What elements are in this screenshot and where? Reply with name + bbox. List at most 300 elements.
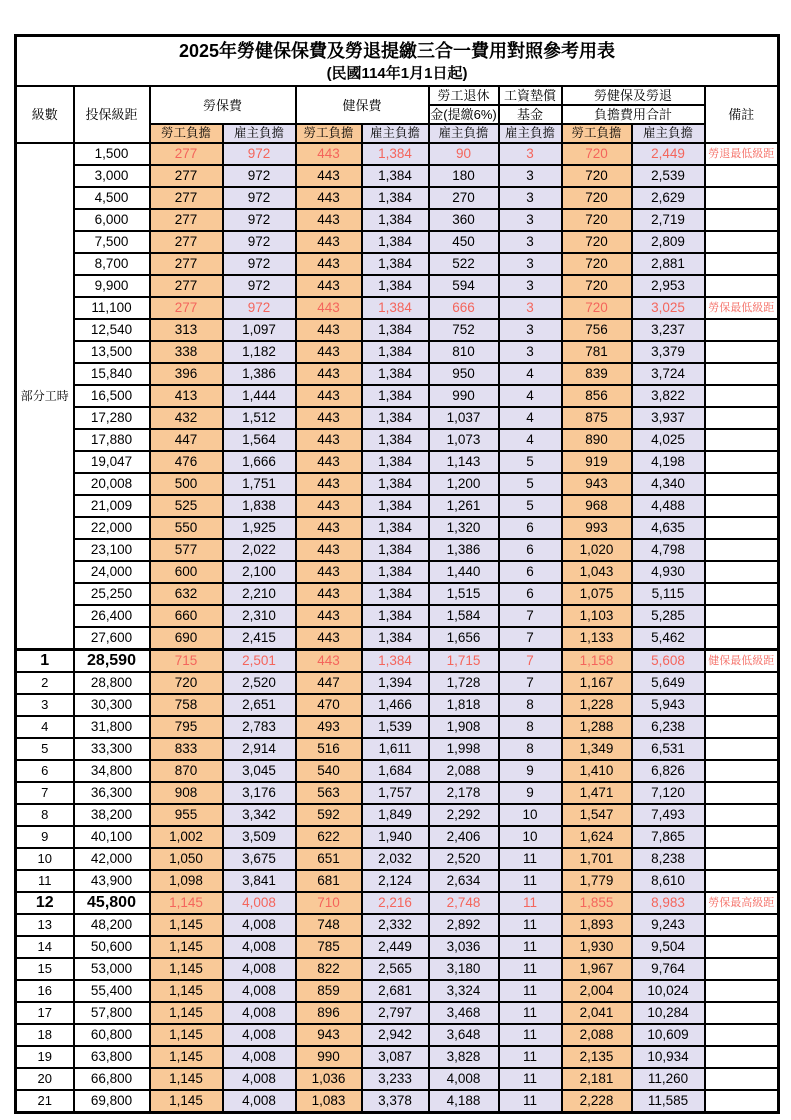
pension-employer-cell: 2,292 xyxy=(429,804,499,826)
bracket-cell: 43,900 xyxy=(74,870,150,892)
health-employee-cell: 563 xyxy=(296,782,362,804)
labor-employer-cell: 1,925 xyxy=(223,517,296,539)
pension-employer-cell: 3,324 xyxy=(429,980,499,1002)
health-employee-cell: 443 xyxy=(296,561,362,583)
labor-employee-cell: 1,050 xyxy=(150,848,223,870)
pension-employer-cell: 1,320 xyxy=(429,517,499,539)
total-employer-cell: 11,585 xyxy=(632,1090,705,1113)
wage-fund-employer-cell: 11 xyxy=(499,1046,562,1068)
labor-employee-cell: 720 xyxy=(150,672,223,694)
table-row xyxy=(16,341,779,363)
total-employer-cell: 2,953 xyxy=(632,275,705,297)
health-employee-cell: 493 xyxy=(296,716,362,738)
remark-cell xyxy=(705,495,779,517)
labor-employee-cell: 833 xyxy=(150,738,223,760)
labor-employer-cell: 4,008 xyxy=(223,892,296,914)
level-cell: 12 xyxy=(16,892,74,914)
health-employer-cell: 1,384 xyxy=(362,561,429,583)
total-employee-cell: 993 xyxy=(562,517,632,539)
health-employer-cell: 1,384 xyxy=(362,650,429,673)
wage-fund-employer-cell: 8 xyxy=(499,738,562,760)
total-employee-cell: 720 xyxy=(562,165,632,187)
wage-fund-employer-cell: 6 xyxy=(499,539,562,561)
col-header-level: 級數 xyxy=(16,86,74,143)
wage-fund-employer-cell: 9 xyxy=(499,782,562,804)
total-employee-cell: 2,135 xyxy=(562,1046,632,1068)
level-cell: 18 xyxy=(16,1024,74,1046)
col-header-health-insurance: 健保費 xyxy=(296,86,429,124)
total-employer-cell: 7,493 xyxy=(632,804,705,826)
total-employer-cell: 9,243 xyxy=(632,914,705,936)
total-employer-cell: 9,764 xyxy=(632,958,705,980)
remark-cell xyxy=(705,1024,779,1046)
bracket-cell: 22,000 xyxy=(74,517,150,539)
table-row xyxy=(16,517,779,539)
health-employee-cell: 592 xyxy=(296,804,362,826)
wage-fund-employer-cell: 11 xyxy=(499,1024,562,1046)
subheader-labor-employer: 雇主負擔 xyxy=(223,124,296,143)
bracket-cell: 50,600 xyxy=(74,936,150,958)
labor-employee-cell: 715 xyxy=(150,650,223,673)
table-row xyxy=(16,297,779,319)
labor-employee-cell: 277 xyxy=(150,165,223,187)
col-header-wage-fund-line2: 基金 xyxy=(499,105,562,124)
wage-fund-employer-cell: 11 xyxy=(499,848,562,870)
pension-employer-cell: 450 xyxy=(429,231,499,253)
total-employer-cell: 3,025 xyxy=(632,297,705,319)
bracket-cell: 69,800 xyxy=(74,1090,150,1113)
total-employer-cell: 4,198 xyxy=(632,451,705,473)
table-row xyxy=(16,650,779,673)
pension-employer-cell: 1,584 xyxy=(429,605,499,627)
premium-table xyxy=(14,34,780,1114)
labor-employee-cell: 413 xyxy=(150,385,223,407)
bracket-cell: 13,500 xyxy=(74,341,150,363)
remark-cell xyxy=(705,826,779,848)
level-cell: 20 xyxy=(16,1068,74,1090)
health-employer-cell: 2,797 xyxy=(362,1002,429,1024)
health-employer-cell: 1,384 xyxy=(362,209,429,231)
health-employee-cell: 443 xyxy=(296,605,362,627)
health-employer-cell: 1,384 xyxy=(362,385,429,407)
health-employee-cell: 443 xyxy=(296,297,362,319)
health-employer-cell: 1,384 xyxy=(362,319,429,341)
health-employer-cell: 1,384 xyxy=(362,297,429,319)
remark-cell xyxy=(705,451,779,473)
bracket-cell: 12,540 xyxy=(74,319,150,341)
remark-cell xyxy=(705,672,779,694)
level-cell: 9 xyxy=(16,826,74,848)
wage-fund-employer-cell: 3 xyxy=(499,253,562,275)
labor-employer-cell: 2,310 xyxy=(223,605,296,627)
subheader-labor-employee: 勞工負擔 xyxy=(150,124,223,143)
wage-fund-employer-cell: 11 xyxy=(499,914,562,936)
table-row xyxy=(16,429,779,451)
total-employee-cell: 839 xyxy=(562,363,632,385)
health-employee-cell: 1,036 xyxy=(296,1068,362,1090)
total-employee-cell: 2,004 xyxy=(562,980,632,1002)
wage-fund-employer-cell: 7 xyxy=(499,650,562,673)
total-employer-cell: 5,608 xyxy=(632,650,705,673)
total-employer-cell: 8,610 xyxy=(632,870,705,892)
health-employer-cell: 1,384 xyxy=(362,143,429,165)
total-employee-cell: 2,181 xyxy=(562,1068,632,1090)
labor-employee-cell: 660 xyxy=(150,605,223,627)
wage-fund-employer-cell: 4 xyxy=(499,407,562,429)
pension-employer-cell: 752 xyxy=(429,319,499,341)
pension-employer-cell: 90 xyxy=(429,143,499,165)
bracket-cell: 8,700 xyxy=(74,253,150,275)
bracket-cell: 25,250 xyxy=(74,583,150,605)
labor-employer-cell: 4,008 xyxy=(223,1002,296,1024)
wage-fund-employer-cell: 6 xyxy=(499,583,562,605)
health-employer-cell: 1,384 xyxy=(362,517,429,539)
health-employer-cell: 1,384 xyxy=(362,429,429,451)
health-employee-cell: 443 xyxy=(296,473,362,495)
health-employee-cell: 622 xyxy=(296,826,362,848)
health-employee-cell: 540 xyxy=(296,760,362,782)
health-employer-cell: 1,384 xyxy=(362,407,429,429)
total-employer-cell: 10,284 xyxy=(632,1002,705,1024)
health-employee-cell: 443 xyxy=(296,539,362,561)
total-employee-cell: 1,167 xyxy=(562,672,632,694)
total-employee-cell: 1,020 xyxy=(562,539,632,561)
total-employee-cell: 720 xyxy=(562,297,632,319)
col-header-remark: 備註 xyxy=(705,86,779,143)
bracket-cell: 19,047 xyxy=(74,451,150,473)
total-employer-cell: 10,934 xyxy=(632,1046,705,1068)
table-row xyxy=(16,627,779,650)
labor-employer-cell: 2,210 xyxy=(223,583,296,605)
table-row xyxy=(16,672,779,694)
total-employer-cell: 5,649 xyxy=(632,672,705,694)
labor-employee-cell: 1,145 xyxy=(150,980,223,1002)
wage-fund-employer-cell: 11 xyxy=(499,1090,562,1113)
total-employee-cell: 1,043 xyxy=(562,561,632,583)
bracket-cell: 45,800 xyxy=(74,892,150,914)
bracket-cell: 28,800 xyxy=(74,672,150,694)
remark-cell xyxy=(705,341,779,363)
labor-employee-cell: 1,145 xyxy=(150,958,223,980)
table-row xyxy=(16,782,779,804)
total-employee-cell: 1,133 xyxy=(562,627,632,650)
labor-employee-cell: 525 xyxy=(150,495,223,517)
health-employee-cell: 443 xyxy=(296,517,362,539)
labor-employer-cell: 2,415 xyxy=(223,627,296,650)
total-employer-cell: 6,826 xyxy=(632,760,705,782)
labor-employer-cell: 2,914 xyxy=(223,738,296,760)
table-row xyxy=(16,826,779,848)
remark-cell xyxy=(705,209,779,231)
labor-employer-cell: 4,008 xyxy=(223,980,296,1002)
labor-employee-cell: 1,145 xyxy=(150,1068,223,1090)
remark-cell: 勞退最低級距 xyxy=(705,143,779,165)
total-employer-cell: 10,609 xyxy=(632,1024,705,1046)
premium-reference-sheet xyxy=(14,34,780,1114)
labor-employee-cell: 1,098 xyxy=(150,870,223,892)
total-employee-cell: 1,893 xyxy=(562,914,632,936)
total-employee-cell: 968 xyxy=(562,495,632,517)
wage-fund-employer-cell: 5 xyxy=(499,495,562,517)
bracket-cell: 28,590 xyxy=(74,650,150,673)
total-employer-cell: 5,462 xyxy=(632,627,705,650)
labor-employee-cell: 1,145 xyxy=(150,936,223,958)
health-employer-cell: 1,757 xyxy=(362,782,429,804)
labor-employer-cell: 4,008 xyxy=(223,958,296,980)
labor-employer-cell: 2,783 xyxy=(223,716,296,738)
level-cell: 3 xyxy=(16,694,74,716)
labor-employee-cell: 277 xyxy=(150,297,223,319)
remark-cell xyxy=(705,385,779,407)
health-employee-cell: 443 xyxy=(296,407,362,429)
health-employer-cell: 1,384 xyxy=(362,495,429,517)
health-employee-cell: 785 xyxy=(296,936,362,958)
labor-employer-cell: 2,651 xyxy=(223,694,296,716)
labor-employer-cell: 2,100 xyxy=(223,561,296,583)
health-employee-cell: 470 xyxy=(296,694,362,716)
bracket-cell: 36,300 xyxy=(74,782,150,804)
labor-employee-cell: 1,145 xyxy=(150,1002,223,1024)
labor-employer-cell: 972 xyxy=(223,209,296,231)
total-employer-cell: 6,238 xyxy=(632,716,705,738)
subheader-total-employee: 勞工負擔 xyxy=(562,124,632,143)
remark-cell: 健保最低級距 xyxy=(705,650,779,673)
pension-employer-cell: 3,036 xyxy=(429,936,499,958)
labor-employer-cell: 3,342 xyxy=(223,804,296,826)
wage-fund-employer-cell: 3 xyxy=(499,209,562,231)
bracket-cell: 6,000 xyxy=(74,209,150,231)
total-employer-cell: 9,504 xyxy=(632,936,705,958)
remark-cell xyxy=(705,187,779,209)
pension-employer-cell: 2,892 xyxy=(429,914,499,936)
header-row-1 xyxy=(16,86,779,105)
labor-employee-cell: 758 xyxy=(150,694,223,716)
total-employee-cell: 1,158 xyxy=(562,650,632,673)
total-employer-cell: 3,237 xyxy=(632,319,705,341)
labor-employer-cell: 4,008 xyxy=(223,914,296,936)
health-employer-cell: 2,565 xyxy=(362,958,429,980)
table-row xyxy=(16,539,779,561)
pension-employer-cell: 2,634 xyxy=(429,870,499,892)
total-employee-cell: 890 xyxy=(562,429,632,451)
labor-employee-cell: 600 xyxy=(150,561,223,583)
health-employer-cell: 2,681 xyxy=(362,980,429,1002)
remark-cell xyxy=(705,1068,779,1090)
health-employee-cell: 443 xyxy=(296,429,362,451)
table-body xyxy=(16,143,779,1113)
bracket-cell: 57,800 xyxy=(74,1002,150,1024)
level-cell: 6 xyxy=(16,760,74,782)
labor-employee-cell: 338 xyxy=(150,341,223,363)
total-employer-cell: 8,983 xyxy=(632,892,705,914)
bracket-cell: 21,009 xyxy=(74,495,150,517)
wage-fund-employer-cell: 9 xyxy=(499,760,562,782)
health-employer-cell: 1,384 xyxy=(362,473,429,495)
labor-employer-cell: 1,751 xyxy=(223,473,296,495)
level-cell: 21 xyxy=(16,1090,74,1113)
total-employer-cell: 11,260 xyxy=(632,1068,705,1090)
subheader-health-employee: 勞工負擔 xyxy=(296,124,362,143)
health-employee-cell: 859 xyxy=(296,980,362,1002)
pension-employer-cell: 1,656 xyxy=(429,627,499,650)
total-employee-cell: 720 xyxy=(562,275,632,297)
health-employer-cell: 1,384 xyxy=(362,583,429,605)
table-row xyxy=(16,760,779,782)
labor-employee-cell: 632 xyxy=(150,583,223,605)
table-row xyxy=(16,275,779,297)
table-row xyxy=(16,870,779,892)
col-header-pension-line2: 金(提繳6%) xyxy=(430,107,497,122)
remark-cell xyxy=(705,253,779,275)
remark-cell xyxy=(705,407,779,429)
remark-cell xyxy=(705,1002,779,1024)
labor-employer-cell: 2,520 xyxy=(223,672,296,694)
labor-employer-cell: 4,008 xyxy=(223,1090,296,1113)
wage-fund-employer-cell: 5 xyxy=(499,473,562,495)
table-row xyxy=(16,738,779,760)
total-employee-cell: 1,288 xyxy=(562,716,632,738)
level-cell: 1 xyxy=(16,650,74,673)
labor-employee-cell: 577 xyxy=(150,539,223,561)
bracket-cell: 4,500 xyxy=(74,187,150,209)
table-row xyxy=(16,1046,779,1068)
labor-employee-cell: 277 xyxy=(150,209,223,231)
bracket-cell: 11,100 xyxy=(74,297,150,319)
table-row xyxy=(16,583,779,605)
total-employer-cell: 3,724 xyxy=(632,363,705,385)
labor-employee-cell: 870 xyxy=(150,760,223,782)
labor-employer-cell: 1,564 xyxy=(223,429,296,451)
labor-employee-cell: 550 xyxy=(150,517,223,539)
total-employee-cell: 943 xyxy=(562,473,632,495)
health-employer-cell: 1,611 xyxy=(362,738,429,760)
bracket-cell: 9,900 xyxy=(74,275,150,297)
remark-cell xyxy=(705,231,779,253)
total-employee-cell: 781 xyxy=(562,341,632,363)
labor-employer-cell: 1,097 xyxy=(223,319,296,341)
wage-fund-employer-cell: 5 xyxy=(499,451,562,473)
labor-employee-cell: 1,145 xyxy=(150,1046,223,1068)
table-row xyxy=(16,914,779,936)
health-employer-cell: 2,449 xyxy=(362,936,429,958)
total-employee-cell: 1,855 xyxy=(562,892,632,914)
labor-employee-cell: 277 xyxy=(150,231,223,253)
health-employer-cell: 1,384 xyxy=(362,165,429,187)
total-employee-cell: 1,967 xyxy=(562,958,632,980)
labor-employee-cell: 432 xyxy=(150,407,223,429)
labor-employer-cell: 4,008 xyxy=(223,1024,296,1046)
total-employer-cell: 4,025 xyxy=(632,429,705,451)
health-employee-cell: 443 xyxy=(296,495,362,517)
health-employee-cell: 443 xyxy=(296,451,362,473)
wage-fund-employer-cell: 6 xyxy=(499,561,562,583)
total-employer-cell: 4,635 xyxy=(632,517,705,539)
table-row xyxy=(16,209,779,231)
remark-cell xyxy=(705,958,779,980)
total-employer-cell: 5,943 xyxy=(632,694,705,716)
level-cell: 5 xyxy=(16,738,74,760)
health-employer-cell: 3,233 xyxy=(362,1068,429,1090)
total-employee-cell: 1,410 xyxy=(562,760,632,782)
health-employee-cell: 443 xyxy=(296,165,362,187)
health-employer-cell: 3,378 xyxy=(362,1090,429,1113)
health-employer-cell: 1,384 xyxy=(362,341,429,363)
table-row xyxy=(16,958,779,980)
wage-fund-employer-cell: 11 xyxy=(499,892,562,914)
pension-employer-cell: 990 xyxy=(429,385,499,407)
health-employer-cell: 1,384 xyxy=(362,451,429,473)
total-employer-cell: 2,629 xyxy=(632,187,705,209)
table-row xyxy=(16,892,779,914)
table-row xyxy=(16,231,779,253)
bracket-cell: 27,600 xyxy=(74,627,150,650)
labor-employer-cell: 1,182 xyxy=(223,341,296,363)
total-employer-cell: 2,539 xyxy=(632,165,705,187)
health-employee-cell: 443 xyxy=(296,253,362,275)
health-employer-cell: 1,384 xyxy=(362,231,429,253)
health-employee-cell: 443 xyxy=(296,341,362,363)
bracket-cell: 40,100 xyxy=(74,826,150,848)
subheader-pension-employer: 雇主負擔 xyxy=(429,124,499,143)
bracket-cell: 31,800 xyxy=(74,716,150,738)
remark-cell xyxy=(705,870,779,892)
health-employee-cell: 443 xyxy=(296,363,362,385)
table-row xyxy=(16,495,779,517)
pension-employer-cell: 3,180 xyxy=(429,958,499,980)
remark-cell xyxy=(705,760,779,782)
health-employee-cell: 443 xyxy=(296,583,362,605)
health-employee-cell: 443 xyxy=(296,650,362,673)
level-cell: 11 xyxy=(16,870,74,892)
bracket-cell: 63,800 xyxy=(74,1046,150,1068)
total-employer-cell: 2,881 xyxy=(632,253,705,275)
health-employee-cell: 443 xyxy=(296,319,362,341)
labor-employee-cell: 500 xyxy=(150,473,223,495)
total-employer-cell: 2,449 xyxy=(632,143,705,165)
level-cell: 19 xyxy=(16,1046,74,1068)
table-title-block xyxy=(16,36,779,87)
pension-employer-cell: 1,715 xyxy=(429,650,499,673)
pension-employer-cell: 1,073 xyxy=(429,429,499,451)
table-row xyxy=(16,187,779,209)
labor-employee-cell: 447 xyxy=(150,429,223,451)
table-row xyxy=(16,605,779,627)
table-row xyxy=(16,848,779,870)
pension-employer-cell: 1,440 xyxy=(429,561,499,583)
wage-fund-employer-cell: 3 xyxy=(499,143,562,165)
labor-employer-cell: 3,176 xyxy=(223,782,296,804)
total-employer-cell: 3,937 xyxy=(632,407,705,429)
total-employee-cell: 720 xyxy=(562,187,632,209)
col-header-wage-fund-line1: 工資墊償 xyxy=(499,86,562,105)
total-employer-cell: 4,488 xyxy=(632,495,705,517)
total-employee-cell: 1,471 xyxy=(562,782,632,804)
total-employee-cell: 2,228 xyxy=(562,1090,632,1113)
remark-cell xyxy=(705,319,779,341)
table-row xyxy=(16,1024,779,1046)
total-employer-cell: 6,531 xyxy=(632,738,705,760)
pension-employer-cell: 1,998 xyxy=(429,738,499,760)
health-employee-cell: 447 xyxy=(296,672,362,694)
remark-cell xyxy=(705,1090,779,1113)
remark-cell xyxy=(705,275,779,297)
pension-employer-cell: 1,908 xyxy=(429,716,499,738)
table-row xyxy=(16,936,779,958)
remark-cell xyxy=(705,848,779,870)
health-employee-cell: 443 xyxy=(296,209,362,231)
pension-employer-cell: 4,188 xyxy=(429,1090,499,1113)
level-cell: 13 xyxy=(16,914,74,936)
